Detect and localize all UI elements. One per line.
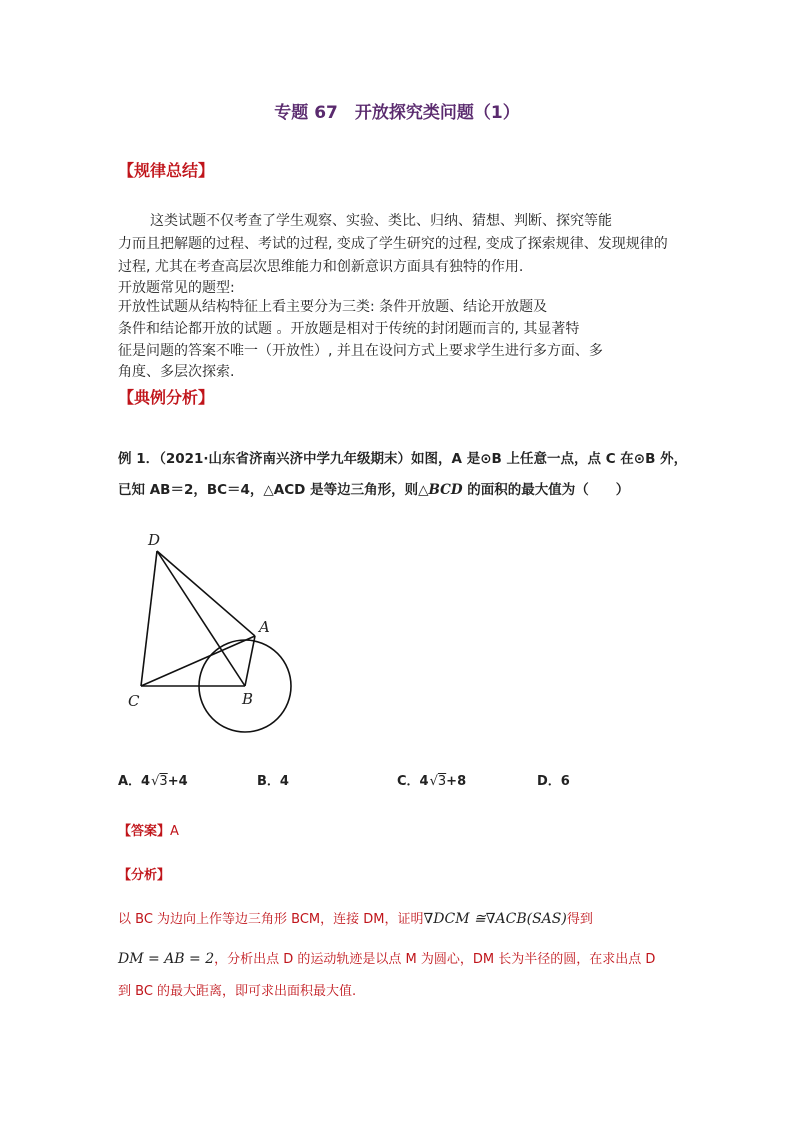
segment-dc xyxy=(141,551,157,686)
option-b: B．4 xyxy=(257,774,289,789)
summary-line-6: 条件和结论都开放的试题 。开放题是相对于传统的封闭题而言的, 其显著特 xyxy=(118,321,580,337)
option-d: D．6 xyxy=(537,774,570,789)
analysis-text-2: ，分析出点 D 的运动轨迹是以点 M 为圆心，DM 长为半径的圆，在求出点 D xyxy=(214,952,656,967)
example-question-line-2 xyxy=(118,478,629,498)
segment-db xyxy=(157,551,245,686)
analysis-line-3: 到 BC 的最大距离，即可求出面积最大值. xyxy=(118,984,357,999)
option-a xyxy=(118,770,188,789)
answer-tag: 【答案】 xyxy=(118,824,171,839)
option-a-label: A．4 xyxy=(118,774,151,789)
summary-line-8: 角度、多层次探索. xyxy=(118,364,235,380)
triangle-bcd-label: BCD xyxy=(428,482,463,498)
analysis-text-1b: 得到 xyxy=(566,912,593,927)
point-label-a: A xyxy=(259,618,270,636)
sqrt-icon: √3 xyxy=(151,774,168,789)
example-question-line-1: 例 1．（2021·山东省济南兴济中学九年级期末）如图，A 是⊙B 上任意一点，点 C 在⊙B 外， xyxy=(118,451,688,467)
point-label-d: D xyxy=(148,531,161,549)
analysis-line-1 xyxy=(118,904,593,935)
geometry-figure xyxy=(110,525,310,745)
point-label-b: B xyxy=(242,690,254,708)
summary-line-2: 力而且把解题的过程、考试的过程, 变成了学生研究的过程, 变成了探索规律、发现规律的 xyxy=(118,236,668,252)
analysis-formula-1: ∇DCM ≅∇ACB(SAS) xyxy=(423,911,567,927)
summary-line-1: 这类试题不仅考查了学生观察、实验、类比、归纳、猜想、判断、探究等能 xyxy=(150,213,612,229)
option-c xyxy=(397,770,466,789)
segment-ab xyxy=(245,636,255,686)
section-heading-summary: 【规律总结】 xyxy=(118,161,215,180)
point-label-c: C xyxy=(128,692,140,710)
section-heading-examples: 【典例分析】 xyxy=(118,388,215,407)
option-c-radicand: 3 xyxy=(437,774,447,789)
option-a-radicand: 3 xyxy=(159,774,168,789)
option-c-tail: +8 xyxy=(446,774,467,789)
analysis-line-2 xyxy=(118,944,655,975)
summary-line-7: 征是问题的答案不唯一（开放性）, 并且在设问方式上要求学生进行多方面、多 xyxy=(118,343,603,359)
summary-line-5: 开放性试题从结构特征上看主要分为三类: 条件开放题、结论开放题及 xyxy=(118,299,548,315)
example-question-text-a: 已知 AB＝2，BC＝4，△ACD 是等边三角形，则△ xyxy=(118,482,429,498)
page-title: 专题 67 开放探究类问题（1） xyxy=(274,103,520,123)
segment-da xyxy=(157,551,255,636)
example-question-text-b: 的面积的最大值为（ ） xyxy=(462,482,630,498)
option-c-label: C．4 xyxy=(397,774,429,789)
summary-line-4: 开放题常见的题型: xyxy=(118,280,235,296)
segment-ca xyxy=(141,636,255,686)
analysis-text-1a: 以 BC 为边向上作等边三角形 BCM，连接 DM，证明 xyxy=(118,912,424,927)
answer-value: A xyxy=(170,824,179,839)
summary-line-3: 过程, 尤其在考查高层次思维能力和创新意识方面具有独特的作用. xyxy=(118,259,524,275)
analysis-tag: 【分析】 xyxy=(118,868,171,883)
option-a-tail: +4 xyxy=(167,774,188,789)
sqrt-icon: √3 xyxy=(429,774,447,789)
answer-line xyxy=(118,820,179,839)
analysis-formula-2: DM = AB = 2 xyxy=(118,951,215,967)
